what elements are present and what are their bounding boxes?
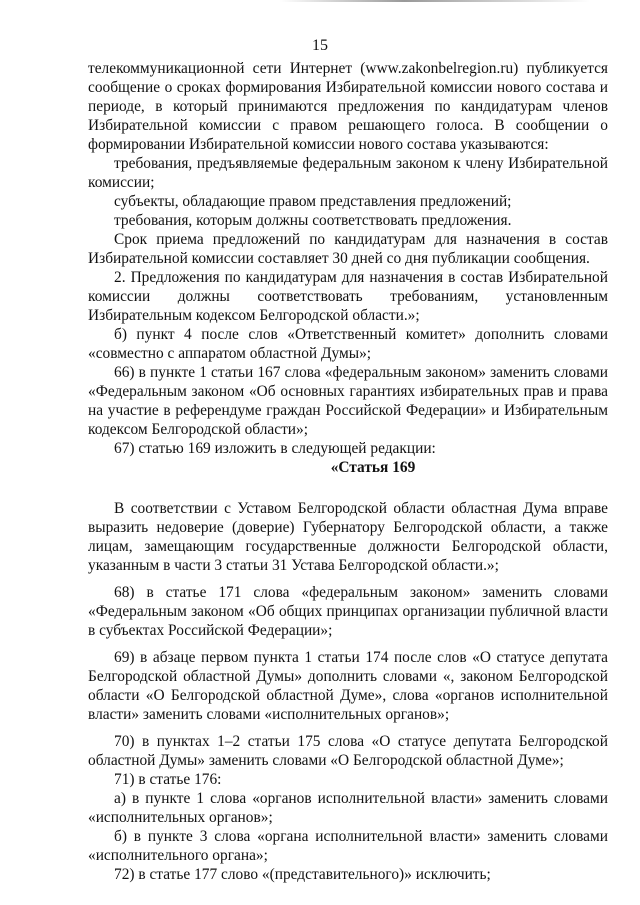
- paragraph-item-71-b: б) в пункте 3 слова «органа исполнительной власти» заменить словами «исполнительного органа»;: [88, 828, 608, 864]
- paragraph-requirements-member: требования, предъявляемые федеральным законом к члену Избирательной комиссии;: [88, 155, 608, 191]
- paragraph-item-71: 71) в статье 176:: [114, 771, 222, 788]
- document-body: [88, 59, 608, 884]
- paragraph-item-69: 69) в абзаце первом пункта 1 статьи 174 после слов «О статусе депутата Белгородской областной Думы» дополнить словами «, законом Белгородской области «О Белгородской областной Думе», слова «органов исполнительной власти» заменить словами «исполнительных органов»;: [88, 649, 608, 723]
- paragraph-item-68: 68) в статье 171 слова «федеральным законом» заменить словами «Федеральным законом «Об общих принципах организации публичной власти в субъектах Российской Федерации»;: [88, 584, 608, 639]
- paragraph-item-71-a: а) в пункте 1 слова «органов исполнительной власти» заменить словами «исполнительных органов»;: [88, 790, 608, 826]
- paragraph-requirements-proposals: требования, которым должны соответствовать предложения.: [114, 212, 512, 229]
- article-heading: «Статья 169: [330, 459, 416, 476]
- paragraph-item-70: 70) в пунктах 1–2 статьи 175 слова «О статусе депутата Белгородской областной Думы» заменить словами «О Белгородской областной Думе»;: [88, 733, 608, 769]
- paragraph-deadline: Срок приема предложений по кандидатурам для назначения в состав Избирательной комиссии составляет 30 дней со дня публикации сообщения.: [88, 231, 608, 267]
- paragraph-subjects: субъекты, обладающие правом представления предложений;: [114, 193, 512, 210]
- paragraph-item-72: 72) в статье 177 слово «(представительного)» исключить;: [114, 866, 491, 883]
- paragraph-article-169-text: В соответствии с Уставом Белгородской области областная Дума вправе выразить недоверие (доверие) Губернатору Белгородской области, а также лицам, замещающим государственные должности Белгородской области, указанным в части 3 статьи 31 Устава Белгородской области.»;: [88, 500, 608, 574]
- paragraph-item-66: 66) в пункте 1 статьи 167 слова «федеральным законом» заменить словами «Федеральным законом «Об основных гарантиях избирательных прав и права на участие в референдуме граждан Российской Федерации» и Избирательным кодексом Белгородской области»;: [88, 364, 608, 438]
- paragraph-continuation: телекоммуникационной сети Интернет (www.zakonbelregion.ru) публикуется сообщение о сроках формирования Избирательной комиссии нового состава и периоде, в который принимаются предложения по кандидатурам членов Избирательной комиссии с правом решающего голоса. В сообщении о формировании Избирательной комиссии нового состава указываются:: [88, 60, 608, 153]
- paragraph-item-b: б) пункт 4 после слов «Ответственный комитет» дополнить словами «совместно с аппаратом областной Думы»;: [88, 326, 608, 362]
- paragraph-item-2: 2. Предложения по кандидатурам для назначения в состав Избирательной комиссии должны соответствовать требованиям, установленным Избирательным кодексом Белгородской области.»;: [88, 269, 608, 324]
- page-number: 15: [312, 37, 328, 54]
- paragraph-item-67: 67) статью 169 изложить в следующей редакции:: [114, 440, 436, 457]
- scan-top-edge: [280, 0, 590, 2]
